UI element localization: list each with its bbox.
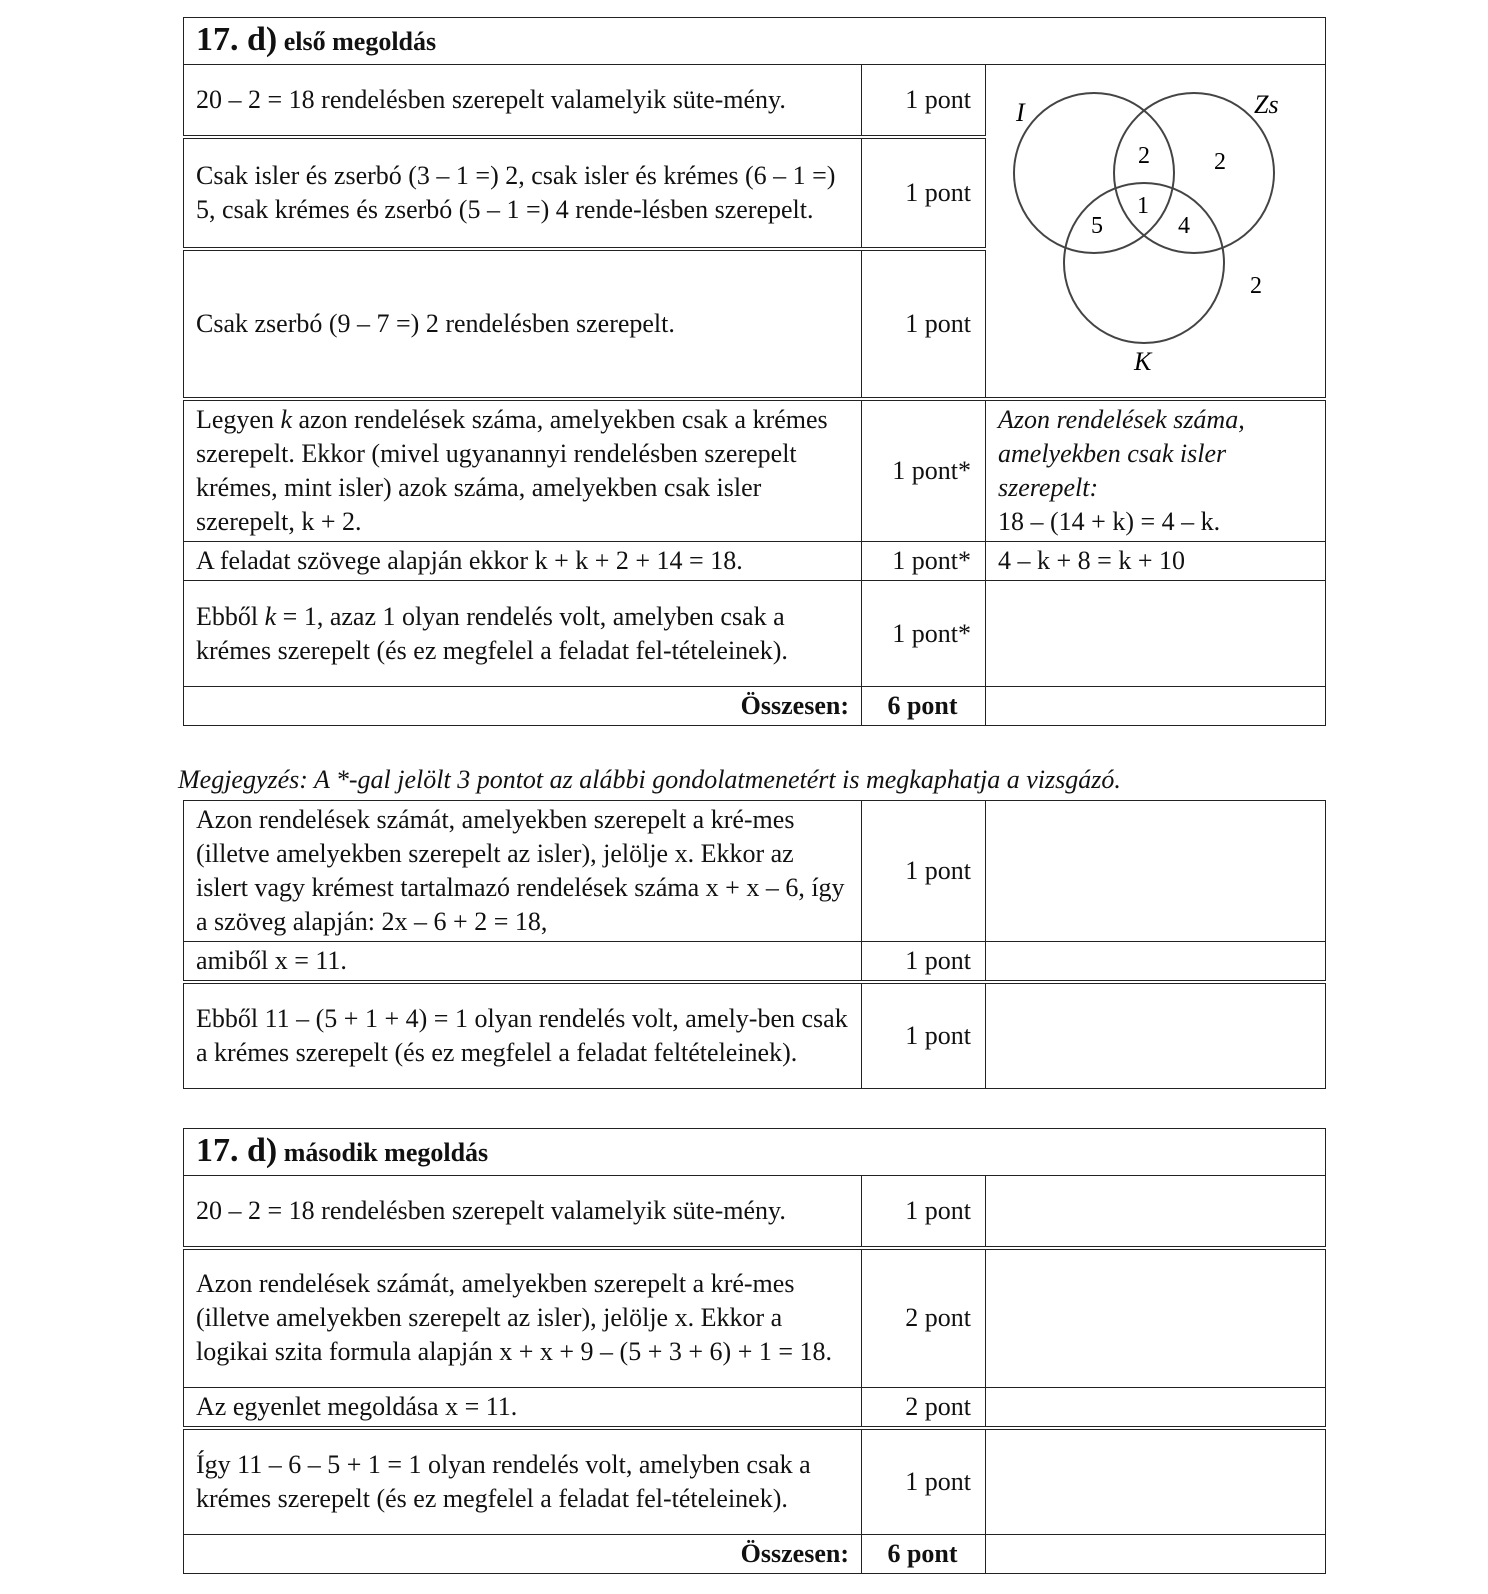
note-row-points: 1 pont bbox=[862, 942, 986, 983]
venn-label-zs: Zs bbox=[1254, 90, 1279, 119]
empty-cell bbox=[986, 687, 1326, 726]
venn-diagram bbox=[986, 65, 1324, 397]
solution2-row-points: 1 pont bbox=[862, 1428, 986, 1534]
note-text: Megjegyzés: A *-gal jelölt 3 pontot az alábbi gondolatmenetért is megkaphatja a vizsgázó. bbox=[178, 765, 1121, 794]
solution2-row-points: 2 pont bbox=[862, 1248, 986, 1388]
note-table bbox=[183, 800, 1326, 1089]
variable-k: k bbox=[280, 405, 293, 434]
solution1-table bbox=[183, 17, 1326, 726]
venn-value-outside: 2 bbox=[1250, 273, 1262, 299]
solution2-table bbox=[183, 1128, 1326, 1574]
empty-cell bbox=[986, 581, 1326, 687]
solution1-side-equation: 4 – k + 8 = k + 10 bbox=[986, 542, 1326, 581]
solution1-title-number: 17. d) bbox=[196, 21, 278, 58]
note-row-points: 1 pont bbox=[862, 982, 986, 1088]
solution1-row-points: 1 pont* bbox=[862, 581, 986, 687]
solution1-row-text: Csak zserbó (9 – 7 =) 2 rendelésben szerepelt. bbox=[184, 249, 862, 399]
solution1-row-text: 20 – 2 = 18 rendelésben szerepelt valamelyik süte-mény. bbox=[184, 65, 862, 138]
venn-value-center: 1 bbox=[1137, 193, 1149, 219]
note-row-points: 1 pont bbox=[862, 801, 986, 942]
solution1-title bbox=[184, 18, 1326, 65]
solution2-row-text: 20 – 2 = 18 rendelésben szerepelt valamelyik süte-mény. bbox=[184, 1176, 862, 1248]
solution1-side-note bbox=[986, 399, 1326, 542]
solution1-total-label: Összesen: bbox=[184, 687, 862, 726]
solution1-row-points: 1 pont bbox=[862, 65, 986, 138]
text-run: k + 2. bbox=[301, 507, 362, 536]
venn-label-k: K bbox=[1134, 347, 1152, 376]
solution2-row-text: Így 11 – 6 – 5 + 1 = 1 olyan rendelés volt, amelyben csak a krémes szerepelt (és ez megfelel a feladat fel-tételeinek). bbox=[184, 1428, 862, 1534]
side-note-text: Azon rendelések száma, amelyekben csak isler szerepelt: bbox=[998, 405, 1245, 502]
venn-label-i: I bbox=[1016, 98, 1025, 127]
empty-cell bbox=[986, 942, 1326, 983]
text-run: = 1, azaz 1 olyan rendelés volt, amelyben csak a krémes szerepelt (és ez megfelel a feladat fel-tételeinek). bbox=[196, 601, 788, 665]
note-row-text: Ebből 11 – (5 + 1 + 4) = 1 olyan rendelés volt, amely-ben csak a krémes szerepelt (és ez megfelel a feladat feltételeinek). bbox=[184, 982, 862, 1088]
text-run: Legyen bbox=[196, 405, 281, 434]
empty-cell bbox=[986, 1248, 1326, 1388]
solution2-title-text: második megoldás bbox=[283, 1138, 489, 1167]
solution2-row-points: 2 pont bbox=[862, 1388, 986, 1429]
side-note-equation: 18 – (14 + k) = 4 – k. bbox=[998, 507, 1221, 536]
solution2-row-text: Azon rendelések számát, amelyekben szerepelt a kré-mes (illetve amelyekben szerepelt az isler), jelölje x. Ekkor a logikai szita formula alapján x + x + 9 – (5 + 3 + 6) + 1 = 18. bbox=[184, 1248, 862, 1388]
text-run: azon rendelések száma, amelyekben csak a krémes szerepelt. Ekkor (mivel ugyanannyi rendelésben szerepelt krémes, mint isler) azok száma, amelyekben csak isler szerepelt, bbox=[196, 405, 828, 536]
note-row-text: Azon rendelések számát, amelyekben szerepelt a kré-mes (illetve amelyekben szerepelt az isler), jelölje x. Ekkor az islert vagy krémest tartalmazó rendelések száma x + x – 6, így a szöveg alapján: 2x – 6 + 2 = 18, bbox=[184, 801, 862, 942]
empty-cell bbox=[986, 1428, 1326, 1534]
solution2-total-points: 6 pont bbox=[862, 1534, 986, 1573]
empty-cell bbox=[986, 801, 1326, 942]
solution2-title-number: 17. d) bbox=[196, 1132, 278, 1169]
text-run: Ebből bbox=[196, 601, 265, 631]
venn-value-zs-only: 2 bbox=[1214, 149, 1226, 175]
variable-k: k bbox=[264, 601, 277, 631]
empty-cell bbox=[986, 1176, 1326, 1248]
note-row-text: amiből x = 11. bbox=[184, 942, 862, 983]
solution1-row-text bbox=[184, 581, 862, 687]
solution1-row-text: Csak isler és zserbó (3 – 1 =) 2, csak isler és krémes (6 – 1 =) 5, csak krémes és zserbó (5 – 1 =) 4 rende-lésben szerepelt. bbox=[184, 137, 862, 249]
solution1-title-text: első megoldás bbox=[283, 27, 437, 56]
solution1-row-points: 1 pont bbox=[862, 137, 986, 249]
solution1-row-points: 1 pont* bbox=[862, 399, 986, 542]
solution2-row-points: 1 pont bbox=[862, 1176, 986, 1248]
venn-value-k-zs: 4 bbox=[1178, 213, 1190, 239]
empty-cell bbox=[986, 1388, 1326, 1429]
solution1-row-points: 1 pont bbox=[862, 249, 986, 399]
venn-circle-zs bbox=[1114, 93, 1274, 253]
empty-cell bbox=[986, 1534, 1326, 1573]
solution1-row-text bbox=[184, 399, 862, 542]
solution1-row-points: 1 pont* bbox=[862, 542, 986, 581]
empty-cell bbox=[986, 982, 1326, 1088]
solution1-row-text: A feladat szövege alapján ekkor k + k + 2 + 14 = 18. bbox=[184, 542, 862, 581]
venn-diagram-cell bbox=[986, 65, 1326, 400]
solution1-total-points: 6 pont bbox=[862, 687, 986, 726]
solution2-row-text: Az egyenlet megoldása x = 11. bbox=[184, 1388, 862, 1429]
venn-value-i-k: 5 bbox=[1091, 213, 1103, 239]
solution2-total-label: Összesen: bbox=[184, 1534, 862, 1573]
solution2-title bbox=[184, 1129, 1326, 1176]
venn-value-i-zs: 2 bbox=[1138, 143, 1150, 169]
